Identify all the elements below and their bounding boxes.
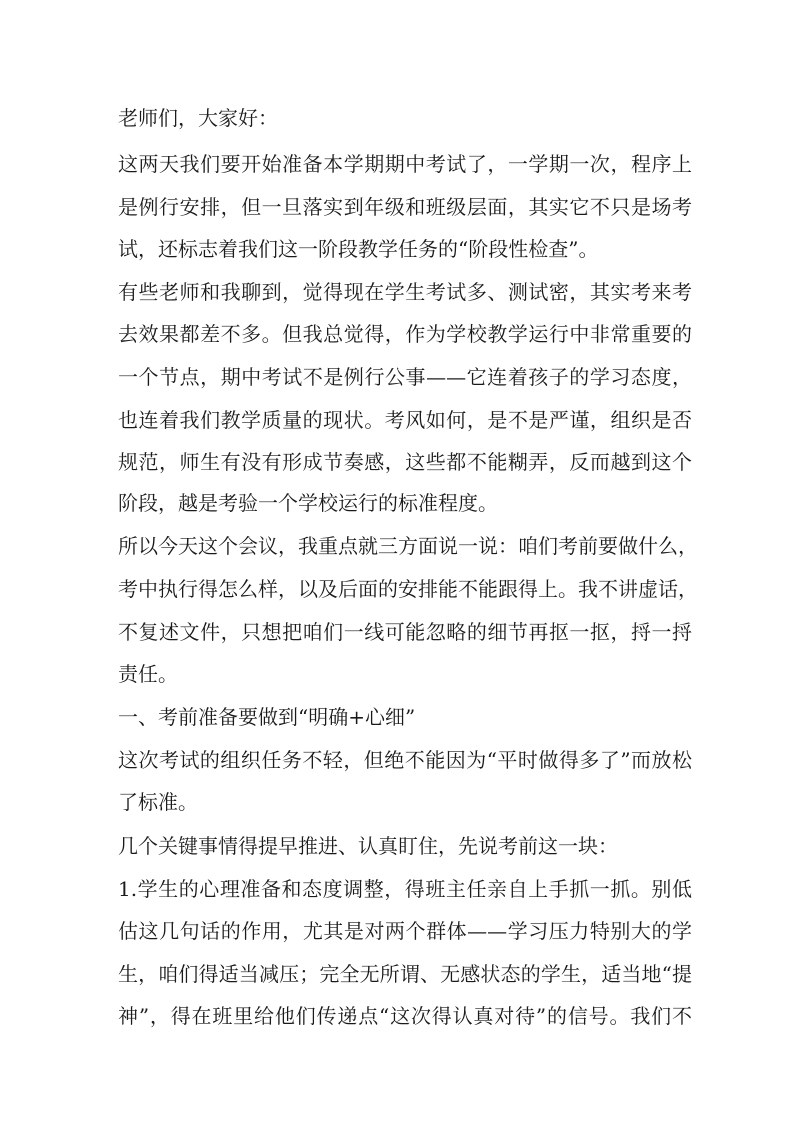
text-line: 所以今天这个会议，我重点就三方面说一说：咱们考前要做什么，: [118, 534, 698, 558]
section-heading: 一、考前准备要做到“明确+心细”: [118, 705, 416, 729]
text-line: 有些老师和我聊到，觉得现在学生考试多、测试密，其实考来考: [118, 280, 692, 304]
text-line: 这两天我们要开始准备本学期期中考试了，一学期一次，程序上: [118, 152, 692, 176]
text-line: 责任。: [118, 662, 178, 686]
text-line: 不复述文件，只想把咱们一线可能忽略的细节再抠一抠，捋一捋: [118, 620, 692, 644]
text-line: 了标准。: [118, 790, 198, 814]
text-line: 也连着我们教学质量的现状。考风如何，是不是严谨，组织是否: [118, 408, 692, 432]
text-line: 生，咱们得适当减压；完全无所谓、无感状态的学生，适当地“提: [118, 962, 692, 986]
text-line: 试，还标志着我们这一阶段教学任务的“阶段性检查”。: [118, 237, 599, 261]
text-line: 这次考试的组织任务不轻，但绝不能因为“平时做得多了”而放松: [118, 748, 692, 772]
text-line: 老师们，大家好：: [118, 106, 278, 130]
text-line: 神”，得在班里给他们传递点“这次得认真对待”的信号。我们不: [118, 1004, 692, 1028]
text-line: 一个节点，期中考试不是例行公事——它连着孩子的学习态度，: [118, 365, 692, 389]
text-line: 阶段，越是考验一个学校运行的标准程度。: [118, 491, 498, 515]
text-line: 是例行安排，但一旦落实到年级和班级层面，其实它不只是场考: [118, 195, 692, 219]
text-line: 1.学生的心理准备和态度调整，得班主任亲自上手抓一抓。别低: [118, 877, 692, 901]
text-line: 估这几句话的作用，尤其是对两个群体——学习压力特别大的学: [118, 919, 692, 943]
text-line: 考中执行得怎么样，以及后面的安排能不能跟得上。我不讲虚话，: [118, 577, 698, 601]
text-line: 规范，师生有没有形成节奏感，这些都不能糊弄，反而越到这个: [118, 450, 692, 474]
text-line: 去效果都差不多。但我总觉得，作为学校教学运行中非常重要的: [118, 322, 692, 346]
text-line: 几个关键事情得提早推进、认真盯住，先说考前这一块：: [118, 834, 618, 858]
